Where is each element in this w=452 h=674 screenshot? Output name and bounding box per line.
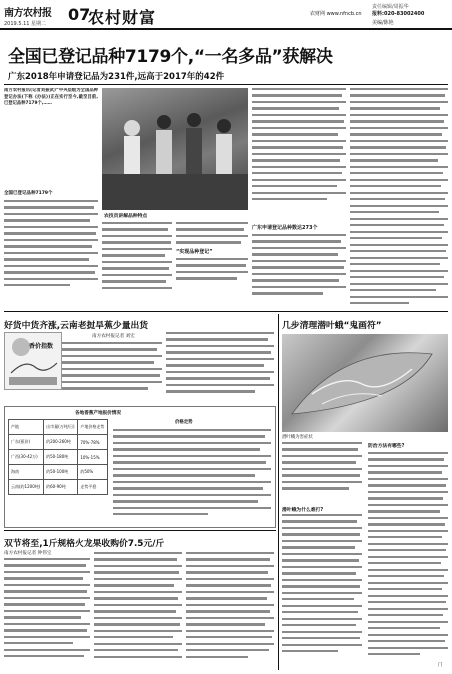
issue-date: 2019.5.11 星期二 [4, 21, 47, 27]
page-number: 07 [68, 5, 91, 24]
table-row [9, 450, 108, 465]
table-row [9, 435, 108, 450]
leafminer-col-1 [282, 442, 362, 504]
leafminer-col-1b [282, 514, 362, 666]
lead-photo-caption: 农技员讲解品种特点 [104, 214, 148, 219]
table-row [9, 480, 108, 495]
section-rule-1 [4, 311, 448, 312]
table-cell: 广西(30-42万) [9, 450, 44, 465]
banana-price-index-graphic [4, 332, 62, 390]
price-trend-label: 价格走势 [175, 420, 193, 425]
website[interactable]: 农财网 www.nfncb.cn [310, 11, 362, 17]
table-header: 产地 [9, 420, 44, 435]
banana-price-table-box [4, 406, 276, 528]
end-mark: 门 [438, 663, 443, 668]
designer-credit: 美编/陈艳 [372, 20, 394, 26]
section-rule-2 [4, 530, 276, 531]
hotline: 报料:020-83002400 [372, 11, 425, 17]
banana-col-2 [166, 332, 274, 402]
leafminer-photo [282, 334, 448, 432]
leafminer-subhead-why: 潜叶蛾为什么难打? [282, 508, 324, 513]
table-row [9, 465, 108, 480]
banana-price-table [8, 419, 108, 495]
lead-intro-tail: 全国已登记品种7179个 [4, 191, 53, 196]
dragonfruit-col-1 [4, 558, 90, 668]
dragonfruit-story-headline: 双节将至,1斤规格火龙果收购价7.5元/斤 [4, 539, 165, 549]
table-cell: 约50-180吨 [44, 450, 78, 465]
table-cell: 约50-100吨 [44, 465, 78, 480]
section-head-registration-goal: “实现品种登记” [176, 248, 213, 255]
lead-column-4b-body [252, 234, 346, 308]
masthead [0, 0, 452, 30]
lead-rule [4, 84, 448, 85]
lead-headline: 全国已登记品种7179个,“一名多品”获解决 [8, 47, 333, 67]
banana-byline: 南方农村报记者 刘宏 [92, 334, 135, 339]
table-cell: 走势平稳 [78, 480, 108, 495]
leafminer-subhead-control: 防治方法有哪些? [368, 444, 405, 449]
dragonfruit-col-2 [94, 552, 182, 668]
banana-col-1 [62, 342, 162, 402]
regional-price-title: 各地香蕉产地报价情况 [75, 411, 121, 416]
table-header-row [9, 420, 108, 435]
lead-subhead: 广东2018年申请登记品为231件,远高于2017年的42件 [8, 72, 225, 82]
lead-column-1-body [4, 200, 98, 308]
lead-column-3-body [176, 222, 248, 308]
masthead-rule [0, 28, 452, 30]
table-cell: 约50% [78, 465, 108, 480]
column-rule [278, 314, 279, 670]
lead-column-2-body [102, 222, 172, 308]
table-cell: 约60-90吨 [44, 480, 78, 495]
editor-credit: 责任编辑/周振华 [372, 4, 409, 10]
table-cell: 10%-15% [78, 450, 108, 465]
lead-column-5-body [350, 88, 448, 308]
section-head-registration: 广东申请登记品种数达273个 [252, 225, 318, 231]
page-title: 农村财富 [88, 8, 157, 27]
lead-intro: 南方农村报讯(记者刘振武)“中央层级为全国品种登记办法(下称《办法》)正在实行至今,截至目前,已登记品种7179个,…… [4, 88, 98, 106]
newspaper-logo: 南方农村报 [4, 8, 52, 19]
price-index-title: 香价指数 [29, 343, 54, 350]
table-cell: 70%-78% [78, 435, 108, 450]
table-header: 产地价格走势 [78, 420, 108, 435]
table-cell: 约200-260吨 [44, 435, 78, 450]
dragonfruit-col-3 [186, 552, 274, 668]
table-header: 出市量(万吨/日) [44, 420, 78, 435]
leafminer-story-headline: 几步清理潜叶蛾“鬼画符” [282, 321, 382, 331]
table-cell: 广东(蕉价) [9, 435, 44, 450]
table-cell: 海南 [9, 465, 44, 480]
lead-photo [102, 88, 248, 210]
lead-column-4-body [252, 88, 346, 220]
table-cell: 云南(约1200吨) [9, 480, 44, 495]
banana-story-headline: 好货中货齐涨,云南老挝旱蕉少量出货 [4, 321, 149, 331]
regional-price-notes [113, 429, 271, 523]
leafminer-photo-caption: 潜叶蛾为害症状 [282, 435, 313, 440]
dragonfruit-byline: 南方农村报记者 钟伟宝 [4, 551, 52, 556]
leafminer-col-2 [368, 452, 448, 664]
